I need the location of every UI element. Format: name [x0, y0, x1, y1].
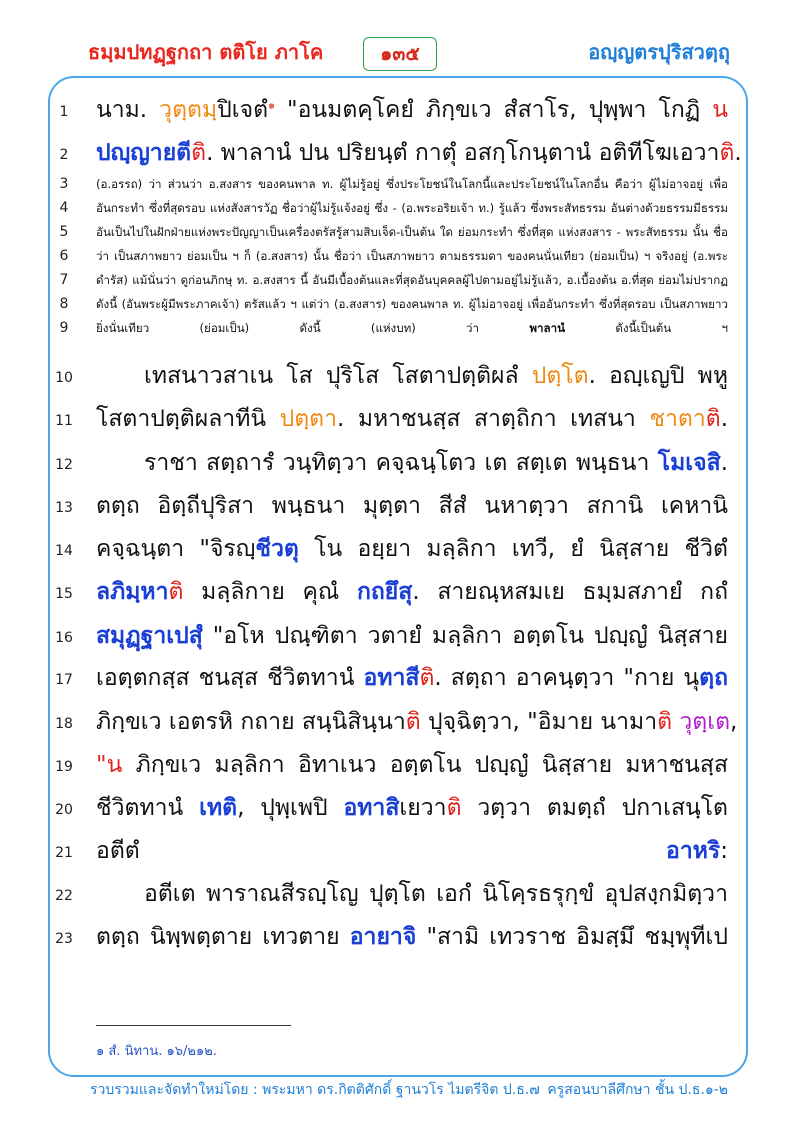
line-number: 11 [55, 413, 73, 429]
text-line [144, 445, 728, 481]
text-segment: . [734, 140, 742, 166]
line-number: 7 [59, 272, 69, 288]
text-line [96, 176, 728, 194]
text-segment: ราชา สตฺถารํ วนฺทิตฺวา คจฺฉนฺโตว เต สตฺเต พนฺธนา [144, 450, 658, 476]
text-line [96, 296, 728, 314]
line-number: 15 [55, 586, 73, 602]
text-segment: . มหาชนสฺส สาตฺถิกา เทสนา [337, 406, 650, 432]
text-segment: ติ [446, 795, 462, 821]
text-segment: ดำรัส) แม้นั่นว่า ดูก่อนภิกษุ ท. อ.สงสาร นี้ อันมีเบื้องต้นและที่สุดอันบุคคลผู้ไปตามอยู่ไม่รู้แล้ว, อ.เบื้องต้น อ.ที่สุด ย่อมไม่ปรากฏ [96, 273, 728, 287]
text-segment: ติ [419, 665, 435, 691]
text-segment: ปญฺญายตี [96, 140, 192, 166]
text-segment: ปตฺตา [279, 406, 337, 432]
text-segment: ชีวตุ [255, 536, 299, 562]
text-segment: เอตฺตกสฺส ชนสฺส ชีวิตทานํ [96, 665, 364, 691]
line-number: 16 [55, 630, 73, 646]
text-segment: ดังนี้ (อันพระผู้มีพระภาคเจ้า) ตรัสแล้ว ฯ แต่ว่า (อ.สงสาร) ของคนพาล ท. ผู้ไม่อาจอยู่ เพื่ออันกระทำ ซึ่งที่สุดรอบ เป็นสภาพยาว [96, 297, 728, 311]
text-line [96, 401, 728, 437]
text-segment: อาหริ [666, 838, 721, 864]
text-line [96, 660, 728, 696]
footer-compiler: รวบรวมและจัดทำใหม่โดย : พระมหา ดร.กิตติศักดิ์ ฐานวโร ไมตรีจิต ป.ธ.๗ [90, 1082, 540, 1098]
text-segment: อตีเต พาราณสีรญฺโญ ปุตฺโต เอกํ นิโคฺรธรุกฺขํ อุปสงฺกมิตฺวา [144, 881, 728, 907]
line-number: 1 [59, 104, 69, 120]
text-segment: เยวา [399, 795, 447, 821]
text-segment: ตตฺถ นิพฺพตฺตาย เทวตาย [96, 924, 350, 950]
header-right-title: อญฺญตรปุริสวตฺถุ [588, 40, 730, 64]
text-segment: พาลานํ [529, 321, 566, 335]
text-line [96, 248, 728, 266]
text-segment: ติ [191, 140, 207, 166]
line-number: 9 [59, 320, 69, 336]
text-segment: ว่า เป็นสภาพยาว ย่อมเป็น ฯ ก็ (อ.สงสาร) นั้น ชื่อว่า เป็นสภาพยาว ตามธรรมดา ของคนนั่นเทียว (ย่อมเป็น) ฯ จริงอยู่ (อ.พระ [96, 249, 728, 263]
text-line [96, 574, 728, 610]
text-segment: . สตฺถา อาคนฺตฺวา "กาย นุ [434, 665, 700, 691]
line-number: 22 [55, 888, 73, 904]
text-segment: (อ.อรรถ) ว่า ส่วนว่า อ.สงสาร ของคนพาล ท. ผู้ไม่รู้อยู่ ซึ่งประโยชน์ในโลกนี้และประโยชน์ในโลกอื่น คือว่า ผู้ไม่อาจอยู่ เพื่อ [96, 177, 728, 191]
text-segment: "อโห ปณฺฑิตา วตายํ มลฺลิกา อตฺตโน ปญฺญํ นิสฺสาย [202, 623, 728, 649]
line-number: 14 [55, 543, 73, 559]
text-segment: " [96, 752, 107, 778]
text-segment: มลฺลิกาย คุณํ [183, 579, 357, 605]
text-line [96, 919, 728, 955]
text-segment: วุตฺเต [679, 709, 731, 735]
text-segment: "สามิ เทวราช อิมสฺมึ ชมฺพุทีเป [416, 924, 729, 950]
line-number: 5 [59, 224, 69, 240]
text-segment: ภิกฺขเว มลฺลิกา อิทาเนว อตฺตโน ปญฺญํ นิสฺสาย มหาชนสฺส [122, 752, 728, 778]
text-segment: อทาสี [363, 665, 420, 691]
text-segment: ชีวิตทานํ [96, 795, 200, 821]
text-line [96, 488, 728, 524]
text-segment: คจฺฉนฺตา "จิรญฺ [96, 536, 256, 562]
text-line [96, 272, 728, 290]
header-left-title: ธมฺมปทฏฺฐกถา ตติโย ภาโค [88, 40, 324, 64]
text-segment: วุตฺตมฺ [159, 97, 218, 123]
text-segment: ติ [405, 709, 421, 735]
line-number: 20 [55, 802, 73, 818]
footer-course: ครูสอนบาลีศึกษา ชั้น ป.ธ.๑-๒ [547, 1082, 728, 1098]
text-line [96, 747, 728, 783]
text-segment: . สายณฺหสมเย ธมฺมสภายํ กถํ [412, 579, 728, 605]
text-segment: เทสนาวสาเน โส ปุริโส โสตาปตฺติผลํ [144, 363, 532, 389]
text-line [96, 224, 728, 242]
line-number: 2 [59, 147, 69, 163]
text-segment: . [720, 406, 728, 432]
line-number: 4 [59, 200, 69, 216]
text-segment: . [720, 450, 728, 476]
text-segment: อายาจิ [349, 924, 417, 950]
text-segment: . พาลานํ ปน ปริยนฺตํ กาตุํ อสกฺโกนฺตานํ อติทีโฆเอวา [206, 140, 720, 166]
line-number: 13 [55, 500, 73, 516]
line-number: 23 [55, 931, 73, 947]
page-number: ๑๓๕ [380, 43, 420, 65]
text-segment: วตฺวา ตมตฺถํ ปกาเสนฺโต [461, 795, 728, 821]
text-line [96, 704, 738, 740]
text-segment: ชาตา [649, 406, 706, 432]
text-line [96, 618, 728, 654]
text-line [96, 200, 728, 218]
text-segment: ปตฺโต [531, 363, 589, 389]
footnote-marker: ๑ [268, 98, 275, 112]
text-segment: อทาสิ [343, 795, 400, 821]
text-segment: ติ [657, 709, 673, 735]
text-line [96, 833, 728, 869]
line-number: 10 [55, 370, 73, 386]
line-number: 17 [55, 672, 73, 688]
line-number: 21 [55, 845, 73, 861]
text-segment: เทติ [199, 795, 238, 821]
text-segment: สมุฏฺฐาเปสุํ [96, 623, 203, 649]
text-segment: "อนมตคฺโคยํ ภิกฺขเว สํสาโร, ปุพฺพา โกฏิ [274, 97, 713, 123]
text-segment: โน อยฺยา มลฺลิกา เทวี, ยํ นิสฺสาย ชีวิตํ [298, 536, 728, 562]
text-line [96, 531, 728, 567]
text-segment: น [712, 97, 728, 123]
text-segment: โสตาปตฺติผลาทีนิ [96, 406, 280, 432]
footnote-rule [96, 1025, 291, 1026]
line-number: 19 [55, 759, 73, 775]
text-line [96, 92, 728, 128]
text-line [96, 320, 728, 338]
text-segment: , [730, 709, 738, 735]
text-segment: อตีตํ [96, 838, 666, 864]
text-segment: น [106, 752, 123, 778]
text-line [96, 135, 742, 171]
text-segment: ติ [168, 579, 184, 605]
line-number: 8 [59, 296, 69, 312]
page-number-box [363, 37, 437, 71]
text-segment: ปุจฺฉิตฺวา, "อิมาย นามา [420, 709, 658, 735]
text-segment: ยิ่งนั่นเทียว (ย่อมเป็น) ดังนี้ (แห่งบท) ว่า [96, 321, 530, 335]
line-number: 6 [59, 248, 69, 264]
line-number: 18 [55, 716, 73, 732]
text-segment: ลภิมฺหา [96, 579, 169, 605]
text-line [144, 876, 728, 912]
text-segment: . อญฺเญปิ พหู [588, 363, 728, 389]
text-segment: กถยึสุ [356, 579, 413, 605]
text-segment: ตฺถ [699, 665, 729, 691]
text-line [96, 790, 728, 826]
text-segment: , ปุพฺเพปิ [237, 795, 344, 821]
text-segment: โมเจสิ [657, 450, 721, 476]
line-number: 3 [59, 176, 69, 192]
footnote: ๑ สํ. นิทาน. ๑๖/๒๑๒. [96, 1044, 217, 1059]
text-segment: ภิกฺขเว เอตรหิ กถาย สนฺนิสินฺนา [96, 709, 406, 735]
text-segment: อันกระทำ ซึ่งที่สุดรอบ แห่งสังสารวัฏ ชื่อว่าผู้ไม่รู้แจ้งอยู่ ซึ่ง - (อ.พระอริยเจ้า ท.) รู้แล้ว ซึ่งพระสัทธรรม อันต่างด้วยธรรมมีธรรม [96, 201, 728, 215]
text-segment: ปิเจตํ [217, 97, 268, 123]
text-segment: : [720, 838, 728, 864]
text-segment: ตตฺถ อิตฺถีปุริสา พนฺธนา มุตฺตา สีสํ นหาตฺวา สกานิ เคหานิ [96, 493, 728, 519]
text-segment: อันเป็นไปในฝักฝ่ายแห่งพระปัญญาเป็นเครื่องตรัสรู้สามสิบเจ็ด-เป็นต้น ใด ย่อมกระทำ ซึ่งที่สุด แห่งสงสาร - พระสัทธรรม นั้น ชื่อ [96, 225, 728, 239]
line-number: 12 [55, 457, 73, 473]
text-segment: นาม. [96, 97, 160, 123]
text-segment: ติ [705, 406, 721, 432]
text-segment: ติ [719, 140, 735, 166]
text-segment: ดังนี้เป็นต้น ฯ [565, 321, 729, 335]
text-line [144, 358, 728, 394]
